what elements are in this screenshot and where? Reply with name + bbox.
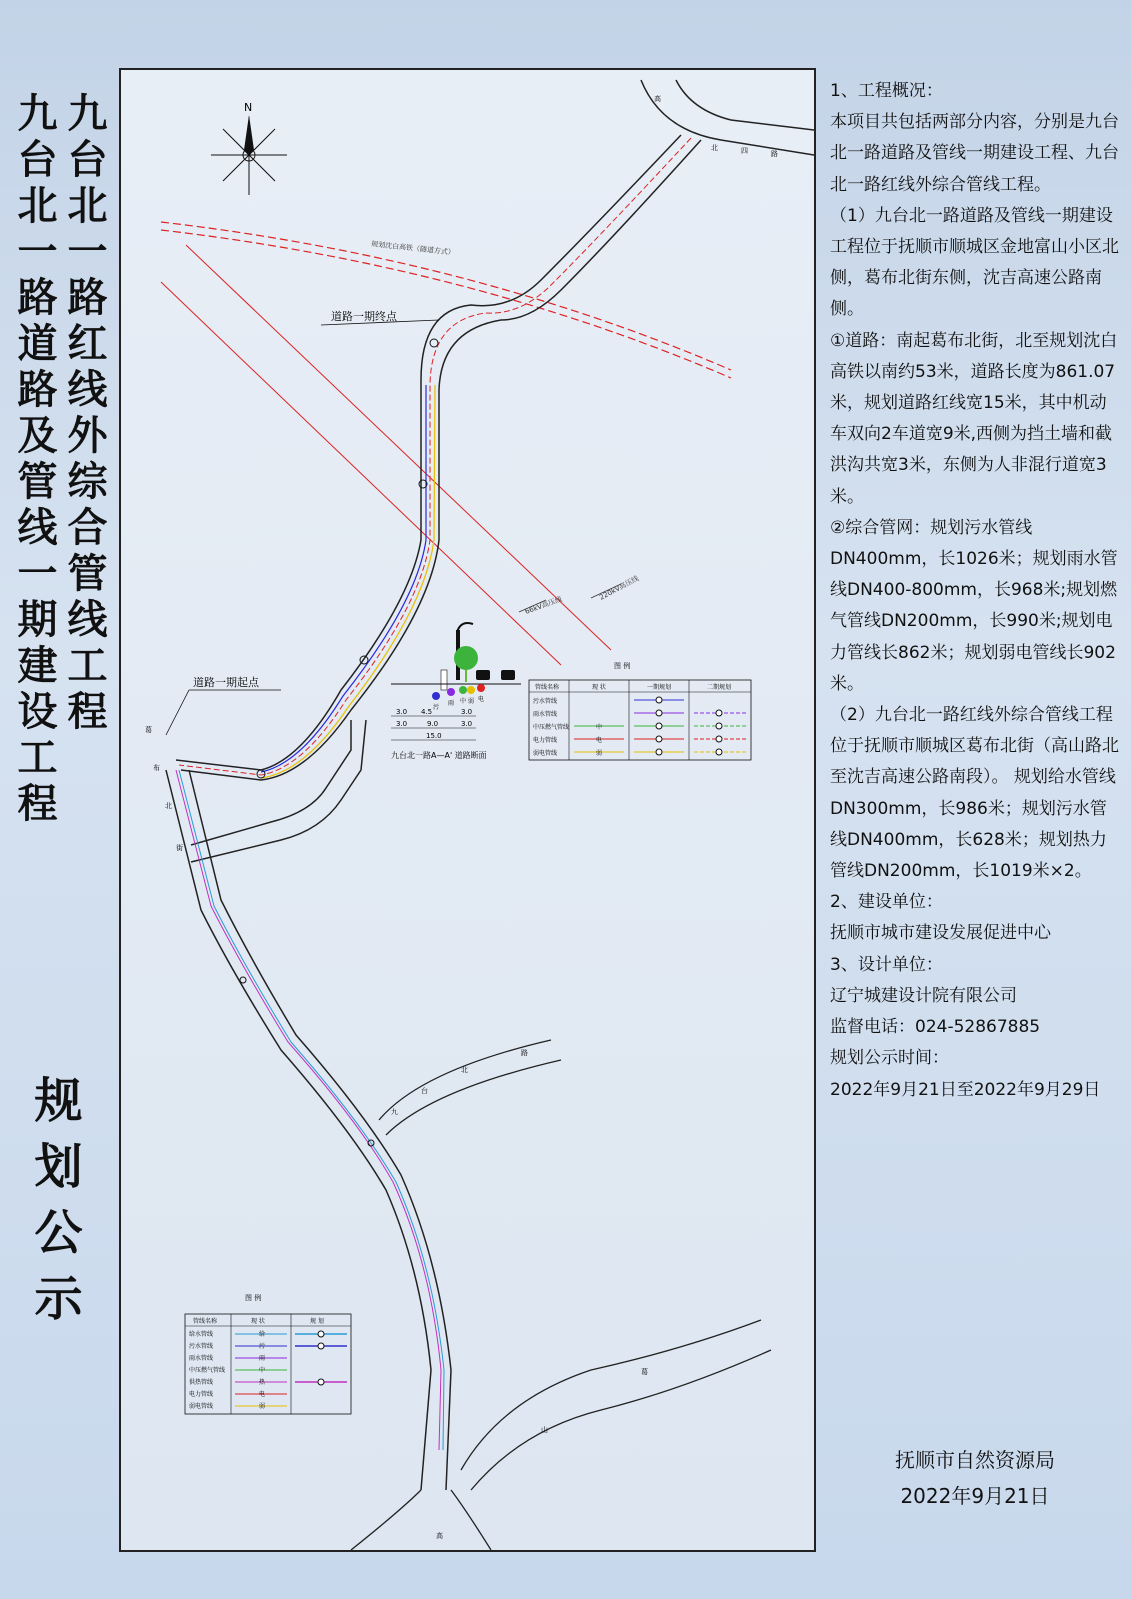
legend-header: 二期规划 — [707, 684, 732, 691]
issuer: 抚顺市自然资源局 — [895, 1448, 1055, 1472]
legend-row-name: 污水管线 — [189, 1343, 214, 1350]
legend-status: 热 — [259, 1379, 266, 1386]
road-label: 四 — [741, 147, 748, 155]
railway-label: 规划沈白高铁（隧道方式） — [370, 240, 456, 257]
legend-phase — [529, 661, 751, 760]
legend-row-name: 电力管线 — [189, 1391, 214, 1398]
road-label: 高 — [654, 95, 661, 103]
legend-status: 电 — [259, 1391, 266, 1398]
section-icon-label: 中 — [460, 698, 467, 705]
legend-row-name: 弱电管线 — [189, 1403, 214, 1410]
section-dim: 9.0 — [427, 720, 439, 728]
road-label: 北 — [165, 802, 172, 810]
start-point-label: 道路一期起点 — [193, 676, 259, 689]
road-label: 高 — [436, 1532, 443, 1540]
legend-status: 中 — [596, 724, 603, 731]
legend-title: 图 例 — [245, 1294, 262, 1302]
north-label: N — [244, 101, 253, 114]
legend-status: 电 — [596, 737, 603, 744]
legend-row-name: 供热管线 — [189, 1379, 214, 1386]
legend-title: 图 例 — [614, 662, 631, 670]
road-label: 台 — [421, 1087, 428, 1095]
road-label: 九 — [391, 1108, 398, 1116]
project-title-road: 九台北一路道路及管线一期建设工程 — [11, 92, 57, 828]
legend-header: 管线名称 — [535, 684, 560, 691]
desc-line: 监督电话：024-52867885 — [830, 1017, 1041, 1038]
section-icon-label: 弱 — [468, 698, 475, 705]
road-cross-section — [391, 623, 521, 760]
legend-row-name: 电力管线 — [533, 737, 558, 744]
road-label: 葛 — [641, 1368, 648, 1376]
road-label: 布 — [153, 764, 160, 772]
project-description — [830, 76, 1120, 1106]
issue-date: 2022年9月21日 — [900, 1484, 1050, 1508]
line-220kv-label: 220kV高压线 — [598, 574, 641, 602]
legend-status: 弱 — [596, 750, 603, 757]
section-title: 九台北一路A—A' 道路断面 — [391, 751, 487, 760]
notice-heading: 规划公示 — [26, 1075, 82, 1339]
road-label: 路 — [521, 1049, 528, 1057]
section-dim: 15.0 — [426, 732, 442, 740]
legend-row-name: 雨水管线 — [533, 711, 558, 718]
desc-line: 1、工程概况： — [830, 81, 943, 101]
desc-line: 规划公示时间： — [830, 1048, 949, 1069]
road-label: 葛 — [145, 726, 152, 734]
desc-line: 2022年9月21日至2022年9月29日 — [830, 1079, 1101, 1100]
desc-line: 辽宁城建设计院有限公司 — [830, 985, 1017, 1006]
desc-line: 抚顺市城市建设发展促进中心 — [830, 923, 1051, 944]
legend-status: 污 — [259, 1343, 266, 1350]
desc-line: 本项目共包括两部分内容，分别是九台北一路道路及管线一期建设工程、九台北一路红线外综合管线工程。 — [830, 112, 1119, 195]
desc-line: （2）九台北一路红线外综合管线工程位于抚顺市顺城区葛布北街（高山路北至沈吉高速公路南段）。 规划给水管线DN300mm，长986米；规划污水管线DN400mm，长628米；规划热力管线DN200mm，长1019米×2。 — [830, 705, 1119, 882]
legend-header: 现 状 — [592, 684, 606, 691]
section-dim: 4.5 — [421, 708, 433, 716]
section-icon-label: 电 — [478, 696, 485, 703]
legend-header: 管线名称 — [193, 1318, 218, 1325]
legend-header: 一期规划 — [647, 684, 672, 691]
section-icon-label: 雨 — [448, 700, 455, 707]
legend-status: 雨 — [259, 1355, 266, 1362]
road-label: 街 — [176, 844, 183, 852]
line-66kv-label: 66kV高压线 — [523, 595, 564, 616]
project-title-red-line: 九台北一路红线外综合管线工程 — [61, 92, 107, 736]
legend-row-name: 中压燃气管线 — [533, 724, 570, 731]
legend-status: 弱 — [259, 1403, 266, 1410]
legend-row-name: 雨水管线 — [189, 1355, 214, 1362]
legend-header: 规 划 — [310, 1318, 324, 1325]
legend-status: 给 — [259, 1331, 266, 1338]
desc-line: （1）九台北一路道路及管线一期建设工程位于抚顺市顺城区金地富山小区北侧，葛布北街东侧，沈吉高速公路南侧。 — [830, 205, 1119, 320]
road-label: 北 — [461, 1066, 468, 1074]
section-dim: 3.0 — [461, 720, 473, 728]
legend-header: 现 状 — [251, 1318, 265, 1325]
planning-map — [121, 70, 814, 1550]
desc-line: ②综合管网：规划污水管线DN400mm，长1026米；规划雨水管线DN400-800mm，长968米;规划燃气管线DN200mm，长990米;规划电力管线长862米；规划弱电管线长902米。 — [830, 517, 1118, 694]
section-dim: 3.0 — [396, 720, 408, 728]
section-dim: 3.0 — [396, 708, 408, 716]
legend-row-name: 弱电管线 — [533, 750, 558, 757]
desc-line: 3、设计单位： — [830, 954, 943, 975]
desc-line: ①道路：南起葛布北街，北至规划沈白高铁以南约53米，道路长度为861.07米，规划道路红线宽15米，其中机动车双向2车道宽9米,西侧为挡土墙和截洪沟共宽3米，东侧为人非混行道宽3米。 — [830, 330, 1118, 507]
section-icon-label: 污 — [433, 704, 440, 711]
north-arrow-icon — [211, 101, 287, 195]
legend-row-name: 中压燃气管线 — [189, 1367, 226, 1374]
legend-row-name: 污水管线 — [533, 698, 558, 705]
legend-row-name: 给水管线 — [189, 1331, 214, 1338]
road-label: 路 — [771, 150, 778, 158]
legend-status: 中 — [259, 1367, 266, 1374]
desc-line: 2、建设单位： — [830, 892, 943, 913]
road-label: 北 — [711, 144, 718, 152]
section-dim: 3.0 — [461, 708, 473, 716]
road-label: 山 — [541, 1426, 548, 1434]
map-frame — [119, 68, 816, 1552]
end-point-label: 道路一期终点 — [331, 310, 397, 323]
legend-red-line — [185, 1293, 351, 1414]
